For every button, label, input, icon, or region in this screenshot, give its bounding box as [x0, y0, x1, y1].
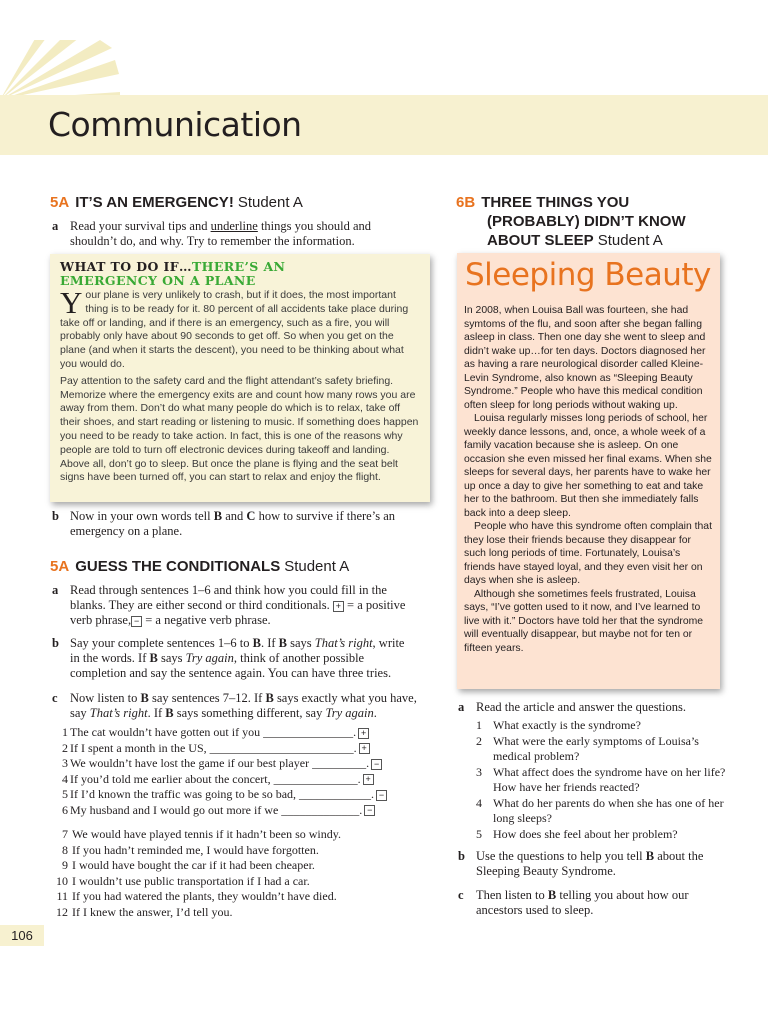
instruction-b-conditionals — [52, 636, 407, 681]
page-number: 106 — [0, 925, 44, 946]
sentence-item — [56, 827, 436, 843]
text-run: , write in the words. If — [70, 636, 405, 665]
instruction-b-emergency — [52, 509, 422, 539]
question-item — [476, 734, 731, 765]
text-run: . — [373, 706, 377, 720]
item-number: 6 — [62, 802, 68, 817]
sentence-item — [56, 874, 436, 890]
tips-box-text — [60, 285, 420, 488]
section-number: 6B — [456, 194, 476, 211]
student-letter: B — [149, 651, 158, 665]
article-body — [464, 304, 714, 655]
text-run: , think of another possible completion and say the sentence again. You can have three tries. — [70, 651, 392, 680]
page-title: Communication — [48, 105, 302, 144]
item-number: 2 — [62, 740, 68, 755]
text-run: Then listen to — [476, 888, 548, 902]
item-text: I would have bought the car if it had been cheaper. — [72, 858, 315, 872]
text-run: . If — [260, 636, 279, 650]
section-title: IT’S AN EMERGENCY! — [75, 194, 234, 211]
item-label: b — [458, 849, 465, 863]
article-title: Sleeping Beauty — [465, 257, 711, 293]
section-number: 5A — [50, 558, 70, 575]
item-text — [70, 583, 412, 628]
item-number: 12 — [56, 904, 68, 919]
item-text: My husband and I would go out more if we _____________. — [70, 802, 363, 817]
item-text: The cat wouldn’t have gotten out if you _______________. — [70, 725, 357, 739]
item-number: 5 — [476, 826, 482, 841]
tips-box-title — [60, 260, 370, 287]
underlined-word: underline — [210, 219, 258, 233]
text-run: telling you about how our ancestors used to sleep. — [476, 888, 689, 917]
instruction-c-conditionals — [52, 691, 432, 721]
student-letter: B — [547, 888, 557, 902]
item-text — [476, 888, 728, 918]
title-highlight: THERE’S AN EMERGENCY ON A PLANE — [60, 259, 286, 288]
drop-cap: Y — [60, 285, 83, 320]
italic-phrase: Try again — [325, 706, 374, 720]
heading-line — [456, 193, 756, 212]
item-number: 3 — [476, 764, 482, 779]
text-run: says — [286, 636, 315, 650]
section-title: THREE THINGS YOU — [481, 194, 630, 211]
sentence-item — [56, 843, 436, 859]
text-run: says something different, say — [173, 706, 326, 720]
item-text: If I knew the answer, I’d tell you. — [72, 904, 233, 919]
item-text: We would have played tennis if it hadn’t been so windy. — [72, 827, 341, 841]
item-number: 9 — [62, 858, 68, 872]
plus-icon: + — [359, 743, 370, 754]
text-run: Now in your own words tell — [70, 509, 214, 523]
item-text — [70, 509, 422, 539]
text-run: how to survive if there’s an emergency on a plane. — [70, 509, 395, 538]
item-label: a — [52, 583, 59, 597]
item-text: We wouldn’t have lost the game if our best player _________. — [70, 756, 370, 770]
instruction-a-conditionals — [52, 583, 412, 628]
text-run: says exactly what you have, say — [70, 691, 417, 720]
item-label: b — [52, 509, 59, 523]
item-text: I wouldn’t use public transportation if I had a car. — [72, 873, 310, 888]
item-number: 3 — [62, 756, 68, 770]
sentence-item — [56, 787, 436, 803]
paragraph-text: our plane is very unlikely to crash, but if it does, the most important thing is to be ready for it. 80 percent of all accidents take place during take off or landing, and if there is an emergency, such as a fire, you will probably only have about 90 seconds to get off. So when you get on the plane (and when it starts the descent), you need to be thinking about what you would do. — [60, 289, 409, 370]
item-text: If I spent a month in the US, ________________________. — [70, 740, 357, 755]
question-item — [476, 796, 731, 827]
item-number: 2 — [476, 733, 482, 748]
heading-line — [456, 212, 756, 231]
student-letter: B — [165, 706, 174, 720]
tips-paragraph — [60, 285, 420, 372]
item-number: 1 — [62, 725, 68, 739]
plus-icon: + — [363, 774, 374, 785]
sentence-item — [56, 858, 436, 874]
section-title: GUESS THE CONDITIONALS — [75, 558, 281, 575]
sentence-item — [56, 725, 436, 741]
item-text: What do her parents do when she has one of her long sleeps? — [493, 795, 724, 825]
text-run: things you should and shouldn’t do, and why. Try to remember the information. — [70, 219, 372, 248]
student-letter: B — [213, 509, 223, 523]
text-run: = a positive verb phrase, — [70, 598, 406, 627]
minus-icon: − — [371, 759, 382, 770]
emergency-tips-box — [50, 254, 430, 502]
item-label: c — [458, 888, 464, 902]
sleeping-beauty-article — [457, 253, 720, 689]
text-run: Use the questions to help you tell — [476, 849, 646, 863]
article-paragraph: Although she sometimes feels frustrated, Louisa says, “I’ve gotten used to it now, and I’ve learned to live with it.” Doctors have told her that the syndrome will eventually disappear, but maybe not for ten or fifteen years. — [464, 588, 704, 654]
text-run: . If — [147, 706, 166, 720]
section-number: 5A — [50, 194, 70, 211]
section-student: Student A — [284, 558, 350, 575]
plus-icon: + — [358, 728, 369, 739]
sentence-item — [56, 803, 436, 819]
sentence-item — [56, 889, 436, 905]
item-text — [70, 636, 407, 681]
sentence-list-7-12 — [56, 827, 436, 920]
section-heading-conditionals — [50, 557, 349, 576]
article-paragraph: In 2008, when Louisa Ball was fourteen, she had symtoms of the flu, and soon after she began falling asleep in class. Then one day she went to sleep and didn’t wake up…for ten days. Doctors diagnosed her as having a rare neurological disorder called Kleine-Levin Syndrome, also known as “Sleeping Beauty Syndrome.” People who have this medical condition often sleep for long periods without waking up. — [464, 305, 706, 411]
item-text: If you had watered the plants, they wouldn’t have died. — [72, 889, 337, 903]
item-number: 7 — [62, 827, 68, 841]
item-text: If you’d told me earlier about the concert, ______________. — [70, 771, 361, 786]
text-run: = a negative verb phrase. — [142, 613, 271, 627]
item-label: c — [52, 691, 58, 705]
item-text: What affect does the syndrome have on her life? How have her friends reacted? — [493, 764, 726, 794]
student-letter: B — [265, 691, 274, 705]
instruction-b-sleep — [458, 849, 728, 879]
item-label: a — [52, 219, 59, 233]
item-text: How does she feel about her problem? — [493, 826, 678, 841]
section-student: Student A — [597, 232, 663, 249]
section-heading-emergency — [50, 193, 303, 212]
plus-icon: + — [333, 601, 344, 612]
item-text: If I’d known the traffic was going to be so bad, ____________. — [70, 787, 375, 801]
tips-paragraph: Pay attention to the safety card and the flight attendant’s safety briefing. Memorize where the emergency exits are and count how many rows you are away from them. Don’t do what many people do which is to relax, take off their shoes, and start reading or listening to music. If something does happen you need to be ready to take action. In fact, this is one of the reasons why people are told to turn off electronic devices during takeoff and landing. Above all, don’t go to sleep. But once the plane is flying and the seat belt signs have been turned off, you can start to relax and enjoy the flight. — [60, 374, 419, 484]
text-run: says — [157, 651, 186, 665]
instruction-c-sleep — [458, 888, 728, 918]
question-item — [476, 718, 731, 734]
section-student: Student A — [237, 194, 303, 211]
item-text — [70, 691, 432, 721]
text-run: and — [222, 509, 247, 523]
item-text: If you hadn’t reminded me, I would have forgotten. — [72, 842, 319, 857]
item-number: 5 — [62, 787, 68, 801]
item-text — [476, 849, 728, 879]
item-label: b — [52, 636, 59, 650]
text-run: about the Sleeping Beauty Syndrome. — [476, 849, 704, 878]
text-run: Read your survival tips and — [70, 219, 211, 233]
item-label: a — [458, 700, 465, 714]
text-run: Read through sentences 1–6 and think how you could fill in the blanks. They are either second or third conditionals. — [70, 583, 387, 612]
italic-phrase: Try again — [185, 651, 234, 665]
article-paragraph: People who have this syndrome often complain that they lose their friends because they disappear for such long periods of time. Fortunately, Louisa’s friends have stayed loyal, and they even visit her on days when she is asleep. — [464, 521, 712, 586]
item-number: 10 — [56, 873, 68, 888]
sentence-list-1-6 — [56, 725, 436, 818]
sentence-item — [56, 905, 436, 921]
section-heading-sleep — [456, 193, 756, 250]
item-number: 8 — [62, 842, 68, 857]
sentence-item — [56, 756, 436, 772]
student-letter: B — [278, 636, 287, 650]
minus-icon: − — [131, 616, 142, 627]
text-run: Say your complete sentences 1–6 to — [70, 636, 253, 650]
item-text: Read the article and answer the questions. — [476, 700, 686, 714]
student-letter: B — [645, 849, 655, 863]
instruction-a-sleep — [458, 700, 748, 715]
section-title: (PROBABLY) DIDN’T KNOW — [487, 213, 686, 230]
article-paragraph: Louisa regularly misses long periods of school, her weekly dance lessons, and, once, a whole week of a family vacation because she is asleep. On one occasion she even missed her final exams. When she sleeps for several days, her parents have to wake her up once a day to give her something to eat and take her to the bathroom. But then she immediately falls back into a deep sleep. — [464, 413, 712, 519]
item-number: 4 — [62, 771, 68, 786]
italic-phrase: That’s right — [314, 636, 373, 650]
minus-icon: − — [364, 805, 375, 816]
item-number: 1 — [476, 718, 482, 732]
item-text: What were the early symptoms of Louisa’s medical problem? — [493, 733, 699, 763]
instruction-a-emergency — [52, 219, 407, 249]
student-letter: B — [252, 636, 261, 650]
item-text: What exactly is the syndrome? — [493, 718, 641, 732]
italic-phrase: That’s right — [89, 706, 148, 720]
text-run: Now listen to — [70, 691, 141, 705]
item-number: 4 — [476, 795, 482, 810]
heading-line — [456, 231, 756, 250]
minus-icon: − — [376, 790, 387, 801]
text-run: say sentences 7–12. If — [148, 691, 266, 705]
question-item — [476, 827, 731, 843]
sentence-item — [56, 772, 436, 788]
student-letter: B — [140, 691, 149, 705]
section-title: ABOUT SLEEP — [487, 232, 594, 249]
question-item — [476, 765, 731, 796]
title-run: WHAT TO DO IF… — [60, 259, 192, 274]
student-letter: C — [246, 509, 256, 523]
item-text — [70, 219, 407, 249]
sentence-item — [56, 741, 436, 757]
item-number: 11 — [56, 889, 68, 903]
question-list — [476, 718, 731, 842]
